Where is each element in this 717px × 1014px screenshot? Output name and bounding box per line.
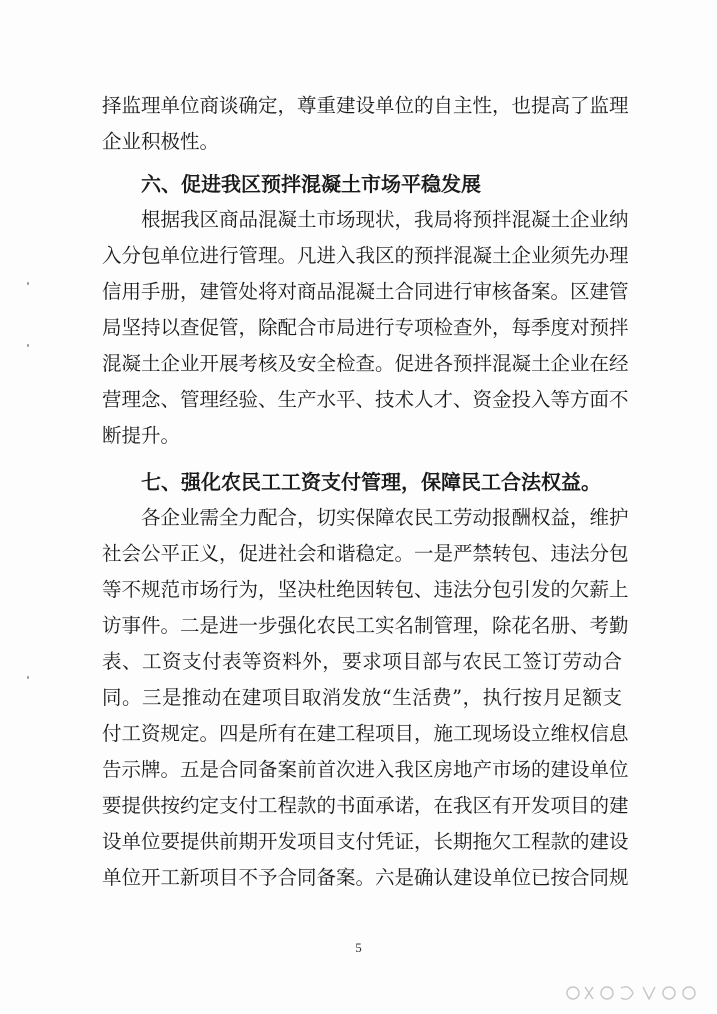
section-heading-6: 六、促进我区预拌混凝土市场平稳发展 (141, 172, 481, 196)
text-line: 访事件。二是进一步强化农民工实名制管理，除花名册、考勤 (102, 614, 629, 637)
text-line: 企业积极性。 (102, 130, 220, 153)
section-heading-7: 七、强化农民工工资支付管理，保障民工合法权益。 (141, 470, 601, 494)
page-number: 5 (355, 940, 362, 955)
paragraph-continuation (102, 88, 629, 160)
text-line: 局坚持以查促管，除配合市局进行专项检查外，每季度对预拌 (102, 316, 629, 339)
paragraph-concrete-market (102, 202, 629, 454)
text-line: 混凝土企业开展考核及安全检查。促进各预拌混凝土企业在经 (102, 352, 629, 375)
text-line: 设单位要提供前期开发项目支付凭证，长期拖欠工程款的建设 (102, 830, 629, 853)
scan-speck (27, 282, 29, 285)
text-line: 付工资规定。四是所有在建工程项目，施工现场设立维权信息 (102, 722, 629, 745)
text-line: 各企业需全力配合，切实保障农民工劳动报酬权益，维护 (141, 506, 629, 529)
text-line: 择监理单位商谈确定，尊重建设单位的自主性，也提高了监理 (102, 94, 629, 117)
watermark-icon (563, 982, 703, 1004)
text-line: 断提升。 (102, 424, 181, 447)
paragraph-migrant-wages (102, 500, 629, 896)
scan-speck (27, 344, 29, 347)
text-line: 等不规范市场行为，坚决杜绝因转包、违法分包引发的欠薪上 (102, 578, 629, 601)
scan-speck (27, 676, 29, 679)
text-line: 单位开工新项目不予合同备案。六是确认建设单位已按合同规 (102, 866, 629, 889)
text-line: 入分包单位进行管理。凡进入我区的预拌混凝土企业须先办理 (102, 244, 629, 267)
text-line: 表、工资支付表等资料外，要求项目部与农民工签订劳动合 (102, 650, 622, 673)
text-line: 根据我区商品混凝土市场现状，我局将预拌混凝土企业纳 (141, 208, 629, 231)
text-line: 信用手册，建管处将对商品混凝土合同进行审核备案。区建管 (102, 280, 629, 303)
text-line: 社会公平正义，促进社会和谐稳定。一是严禁转包、违法分包 (102, 542, 629, 565)
text-line: 要提供按约定支付工程款的书面承诺，在我区有开发项目的建 (102, 794, 629, 817)
text-line: 同。三是推动在建项目取消发放“生活费”，执行按月足额支 (102, 686, 622, 709)
text-line: 告示牌。五是合同备案前首次进入我区房地产市场的建设单位 (102, 758, 629, 781)
text-line: 营理念、管理经验、生产水平、技术人才、资金投入等方面不 (102, 388, 629, 411)
